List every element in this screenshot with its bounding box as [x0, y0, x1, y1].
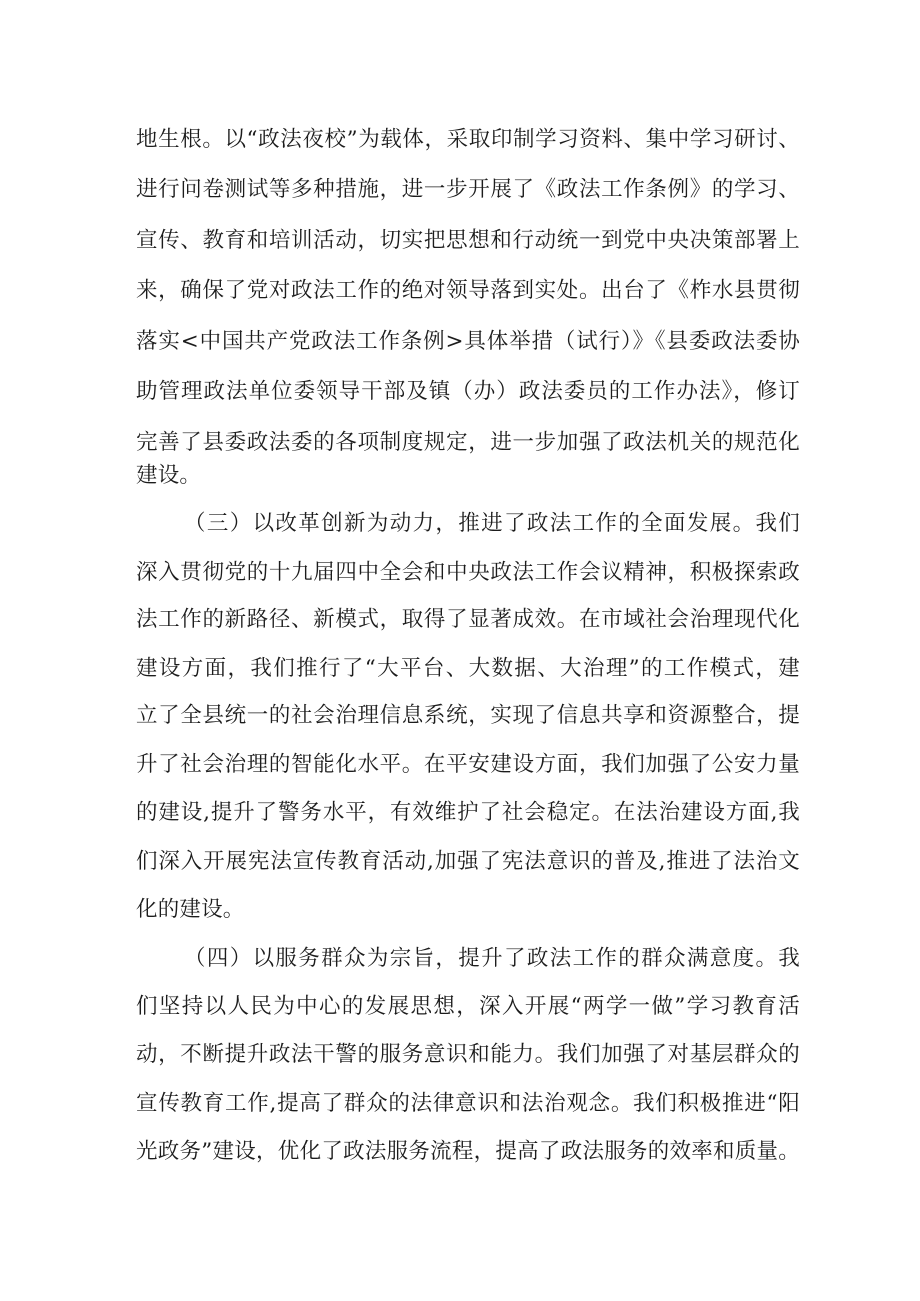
section-heading-line: （三）以改革创新为动力，推进了政法工作的全面发展。我们 — [184, 511, 800, 536]
text-line: 地生根。以“政法夜校”为载体，采取印制学习资料、集中学习研讨、 — [136, 127, 800, 152]
text-line: 进行问卷测试等多种措施，进一步开展了《政法工作条例》的学习、 — [136, 177, 800, 202]
text-line: 的建设,提升了警务水平，有效维护了社会稳定。在法治建设方面,我 — [136, 800, 800, 825]
text-line: 们深入开展宪法宣传教育活动,加强了宪法意识的普及,推进了法治文 — [136, 849, 800, 874]
section-heading-line: （四）以服务群众为宗旨，提升了政法工作的群众满意度。我 — [184, 946, 800, 971]
text-line: 建设。 — [136, 463, 202, 488]
text-line: 法工作的新路径、新模式，取得了显著成效。在市域社会治理现代化 — [136, 607, 800, 632]
text-line: 升了社会治理的智能化水平。在平安建设方面，我们加强了公安力量 — [136, 752, 800, 777]
text-line: 宣传教育工作,提高了群众的法律意识和法治观念。我们积极推进“阳 — [136, 1091, 800, 1116]
text-line: 深入贯彻党的十九届四中全会和中央政法工作会议精神，积极探索政 — [136, 560, 800, 585]
text-line: 立了全县统一的社会治理信息系统，实现了信息共享和资源整合，提 — [136, 703, 800, 728]
text-line: 动，不断提升政法干警的服务意识和能力。我们加强了对基层群众的 — [136, 1042, 800, 1067]
text-line: 落实<中国共产党政法工作条例>具体举措（试行）》《县委政法委协 — [136, 329, 800, 354]
text-line: 化的建设。 — [136, 897, 245, 922]
text-line: 来，确保了党对政法工作的绝对领导落到实处。出台了《柞水县贯彻 — [136, 278, 800, 303]
text-line: 光政务”建设，优化了政法服务流程，提高了政法服务的效率和质量。 — [136, 1139, 800, 1164]
text-line: 宣传、教育和培训活动，切实把思想和行动统一到党中央决策部署上 — [136, 228, 800, 253]
text-line: 们坚持以人民为中心的发展思想，深入开展“两学一做”学习教育活 — [136, 994, 800, 1019]
text-line: 助管理政法单位委领导干部及镇（办）政法委员的工作办法》，修订 — [136, 379, 800, 404]
text-line: 建设方面，我们推行了“大平台、大数据、大治理”的工作模式，建 — [136, 656, 800, 681]
text-line: 完善了县委政法委的各项制度规定，进一步加强了政法机关的规范化 — [136, 430, 800, 455]
